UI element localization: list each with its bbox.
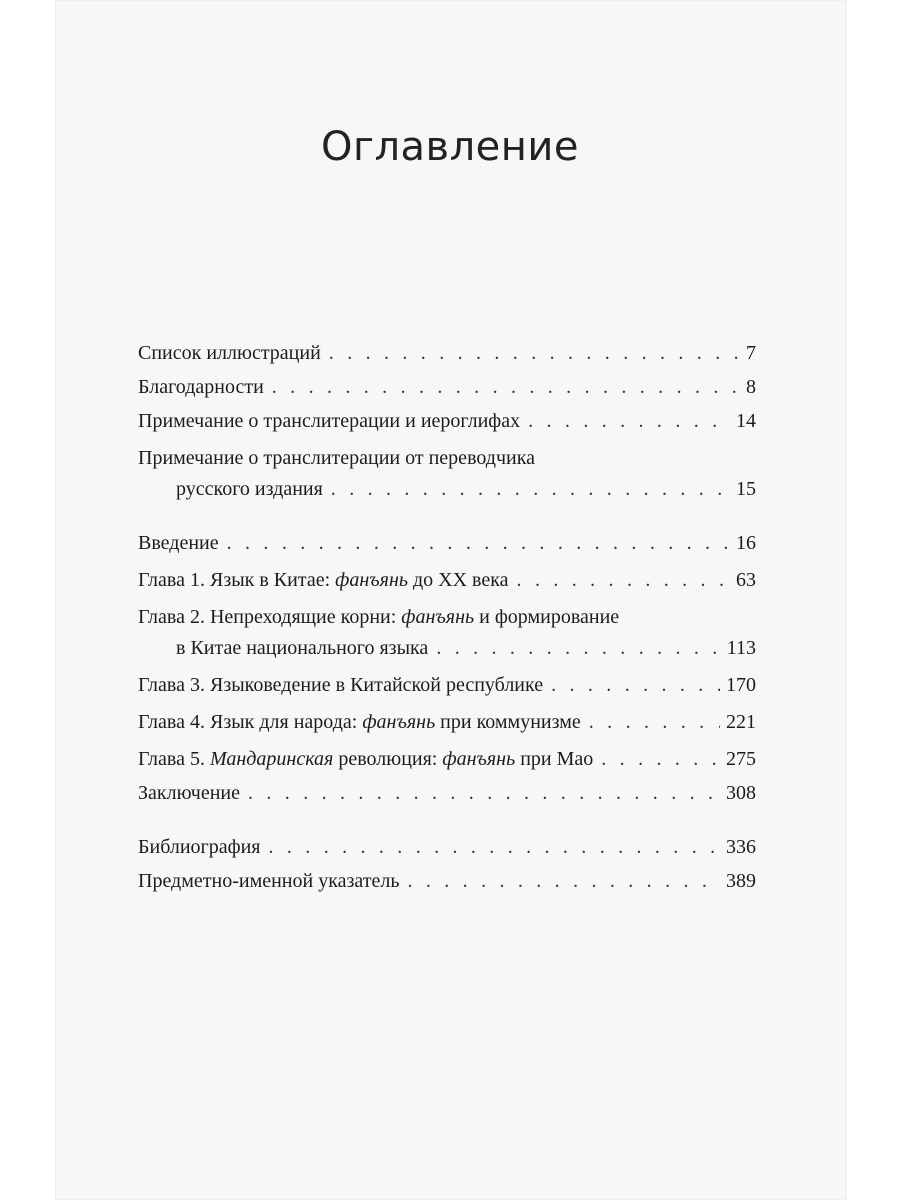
- toc-entry-label: Глава 3. Языковедение в Китайской республике: [138, 674, 544, 696]
- toc-entry-label: [138, 565, 509, 596]
- page-title: Оглавление: [320, 124, 580, 170]
- label-part: Глава 2. Непреходящие корни:: [138, 606, 402, 628]
- leader-dots: [227, 528, 730, 559]
- toc-entry-label: Заключение: [138, 782, 240, 804]
- label-italic: фанъянь: [401, 606, 475, 628]
- toc-entry-page: 63: [736, 569, 756, 591]
- label-italic: Мандаринская: [209, 748, 334, 770]
- leader-dots: [269, 832, 721, 863]
- toc-entry-page: 113: [726, 637, 756, 659]
- label-italic: фанъянь: [335, 569, 408, 591]
- leader-dots: [248, 778, 720, 809]
- toc-entry-translator-note: [138, 443, 756, 505]
- toc-entry-illustrations: [138, 338, 756, 369]
- table-of-contents: [138, 338, 756, 897]
- toc-entry-page: 14: [736, 410, 756, 432]
- leader-dots: [436, 633, 720, 664]
- toc-entry-page: 16: [736, 532, 756, 554]
- toc-entry-label: Библиография: [138, 836, 261, 858]
- leader-dots: [272, 372, 740, 403]
- toc-entry-chapter-4: [138, 707, 756, 738]
- leader-dots: [329, 338, 740, 369]
- toc-entry-label-line1: [138, 602, 756, 633]
- toc-entry-label: [138, 707, 581, 738]
- label-part: Глава 5.: [138, 748, 210, 770]
- label-part: и формирование: [474, 606, 620, 628]
- toc-entry-page: 7: [746, 342, 756, 364]
- label-part: при коммунизме: [435, 711, 581, 733]
- toc-entry-page: 170: [726, 674, 756, 696]
- toc-entry-index: [138, 866, 756, 897]
- toc-entry-label: Список иллюстраций: [138, 342, 321, 364]
- label-italic: фанъянь: [442, 748, 516, 770]
- label-part: Глава 4. Язык для народа:: [138, 711, 363, 733]
- toc-entry-chapter-3: [138, 670, 756, 701]
- label-part: при Мао: [515, 748, 594, 770]
- toc-entry-page: 389: [726, 870, 756, 892]
- toc-entry-chapter-1: [138, 565, 756, 596]
- toc-entry-page: 275: [726, 748, 756, 770]
- toc-entry-label: [138, 744, 593, 775]
- toc-entry-introduction: [138, 528, 756, 559]
- toc-entry-acknowledgements: [138, 372, 756, 403]
- toc-entry-label-line2: в Китае национального языка: [176, 637, 429, 659]
- leader-dots: [331, 474, 730, 505]
- toc-entry-label: Предметно-именной указатель: [138, 870, 400, 892]
- label-italic: фанъянь: [362, 711, 436, 733]
- toc-entry-label-line2: русского издания: [176, 478, 323, 500]
- toc-entry-chapter-5: [138, 744, 756, 775]
- toc-entry-conclusion: [138, 778, 756, 809]
- toc-entry-label: Примечание о транслитерации и иероглифах: [138, 410, 521, 432]
- leader-dots: [517, 565, 730, 596]
- toc-entry-label-line1: Примечание о транслитерации от переводчика: [138, 447, 536, 469]
- label-part: до XX века: [407, 569, 509, 591]
- label-part: Глава 1. Язык в Китае:: [138, 569, 336, 591]
- label-part: революция:: [333, 748, 443, 770]
- toc-entry-page: 8: [746, 376, 756, 398]
- toc-entry-page: 15: [736, 478, 756, 500]
- leader-dots: [601, 744, 720, 775]
- toc-entry-page: 221: [726, 711, 756, 733]
- toc-entry-page: 308: [726, 782, 756, 804]
- toc-entry-label: Введение: [138, 532, 219, 554]
- leader-dots: [528, 406, 730, 437]
- leader-dots: [551, 670, 720, 701]
- toc-entry-chapter-2: [138, 602, 756, 664]
- leader-dots: [589, 707, 720, 738]
- toc-entry-bibliography: [138, 832, 756, 863]
- toc-entry-label: Благодарности: [138, 376, 264, 398]
- toc-entry-page: 336: [726, 836, 756, 858]
- leader-dots: [407, 866, 720, 897]
- toc-entry-transliteration-note: [138, 406, 756, 437]
